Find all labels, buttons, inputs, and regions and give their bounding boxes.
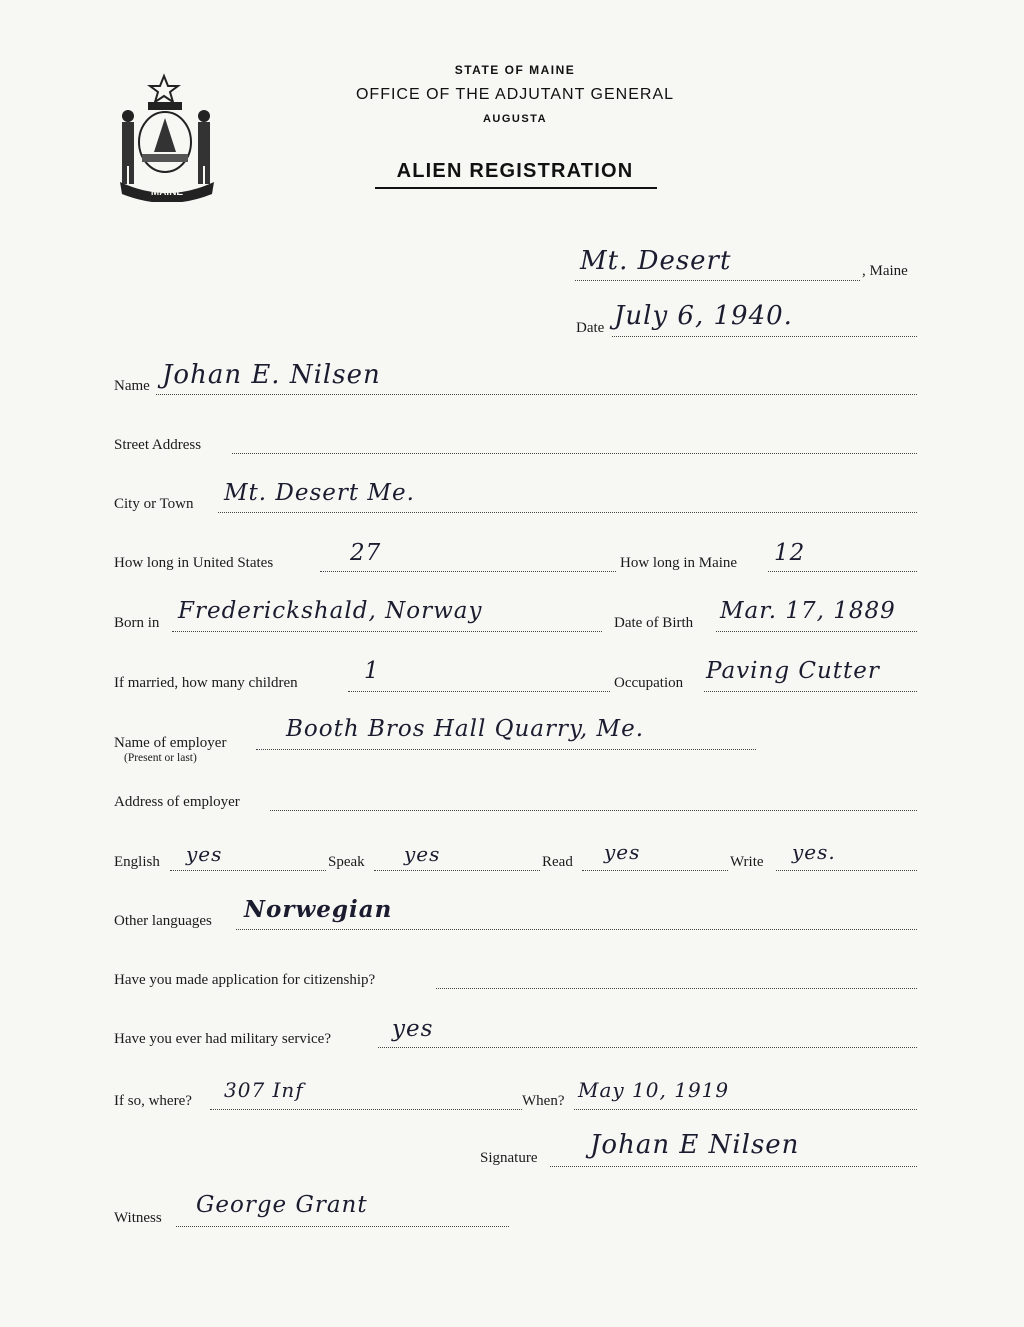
other-languages-line: [236, 929, 917, 930]
title-underline: [375, 187, 657, 189]
citizenship-line: [436, 988, 917, 989]
write-value[interactable]: yes.: [792, 840, 836, 864]
military-value[interactable]: yes: [392, 1016, 434, 1042]
how-long-us-value[interactable]: 27: [350, 540, 382, 566]
employer-label: Name of employer: [114, 735, 227, 751]
place-line: [575, 280, 860, 281]
speak-label: Speak: [328, 854, 365, 870]
read-label: Read: [542, 854, 573, 870]
svg-text:MAINE: MAINE: [150, 187, 184, 198]
employer-address-label: Address of employer: [114, 794, 240, 810]
children-label: If married, how many children: [114, 675, 298, 691]
employer-value[interactable]: Booth Bros Hall Quarry, Me.: [286, 716, 645, 742]
name-label: Name: [114, 378, 150, 394]
city-heading: AUGUSTA: [482, 113, 548, 125]
children-line: [348, 691, 610, 692]
other-languages-label: Other languages: [114, 913, 212, 929]
form-title: ALIEN REGISTRATION: [396, 160, 634, 182]
how-long-maine-value[interactable]: 12: [774, 540, 806, 566]
how-long-us-line: [320, 571, 616, 572]
city-town-label: City or Town: [114, 496, 194, 512]
military-line: [378, 1047, 917, 1048]
when-line: [574, 1109, 917, 1110]
place-value[interactable]: Mt. Desert: [580, 246, 732, 276]
military-label: Have you ever had military service?: [114, 1031, 331, 1047]
how-long-us-label: How long in United States: [114, 555, 274, 571]
name-value[interactable]: Johan E. Nilsen: [162, 360, 381, 390]
name-line: [156, 394, 917, 395]
english-value[interactable]: yes: [186, 842, 223, 866]
street-address-label: Street Address: [114, 437, 202, 453]
state-heading: STATE OF MAINE: [454, 63, 576, 77]
citizenship-label: Have you made application for citizenship?: [114, 972, 376, 988]
how-long-maine-label: How long in Maine: [620, 555, 738, 571]
occupation-line: [704, 691, 917, 692]
signature-label: Signature: [480, 1150, 538, 1166]
employer-sublabel: (Present or last): [124, 752, 197, 764]
date-label: Date: [576, 320, 605, 336]
date-value[interactable]: July 6, 1940.: [614, 301, 793, 331]
employer-line: [256, 749, 756, 750]
signature-line: [550, 1166, 917, 1167]
write-label: Write: [730, 854, 764, 870]
where-line: [210, 1109, 522, 1110]
other-languages-value[interactable]: Norwegian: [244, 896, 393, 923]
how-long-maine-line: [768, 571, 917, 572]
born-in-value[interactable]: Frederickshald, Norway: [178, 598, 483, 624]
occupation-value[interactable]: Paving Cutter: [706, 658, 880, 684]
maine-label: , Maine: [862, 263, 908, 279]
signature-value[interactable]: Johan E Nilsen: [590, 1130, 800, 1160]
born-in-line: [172, 631, 602, 632]
english-line: [170, 870, 326, 871]
write-line: [776, 870, 917, 871]
date-line: [612, 336, 917, 337]
date-of-birth-line: [716, 631, 917, 632]
city-town-value[interactable]: Mt. Desert Me.: [224, 480, 415, 506]
read-value[interactable]: yes: [604, 840, 641, 864]
witness-line: [176, 1226, 509, 1227]
where-value[interactable]: 307 Inf: [224, 1078, 304, 1102]
city-town-line: [218, 512, 917, 513]
read-line: [582, 870, 728, 871]
when-label: When?: [522, 1093, 565, 1109]
speak-line: [374, 870, 540, 871]
street-address-line: [232, 453, 917, 454]
date-of-birth-value[interactable]: Mar. 17, 1889: [720, 598, 896, 624]
employer-address-line: [270, 810, 917, 811]
date-of-birth-label: Date of Birth: [614, 615, 694, 631]
witness-label: Witness: [114, 1210, 162, 1226]
speak-value[interactable]: yes: [404, 842, 441, 866]
when-value[interactable]: May 10, 1919: [578, 1078, 730, 1102]
born-in-label: Born in: [114, 615, 160, 631]
where-label: If so, where?: [114, 1093, 192, 1109]
english-label: English: [114, 854, 160, 870]
office-heading: OFFICE OF THE ADJUTANT GENERAL: [355, 86, 675, 103]
children-value[interactable]: 1: [364, 658, 380, 684]
witness-value[interactable]: George Grant: [196, 1192, 368, 1218]
occupation-label: Occupation: [614, 675, 684, 691]
maine-state-seal-icon: [112, 72, 222, 202]
